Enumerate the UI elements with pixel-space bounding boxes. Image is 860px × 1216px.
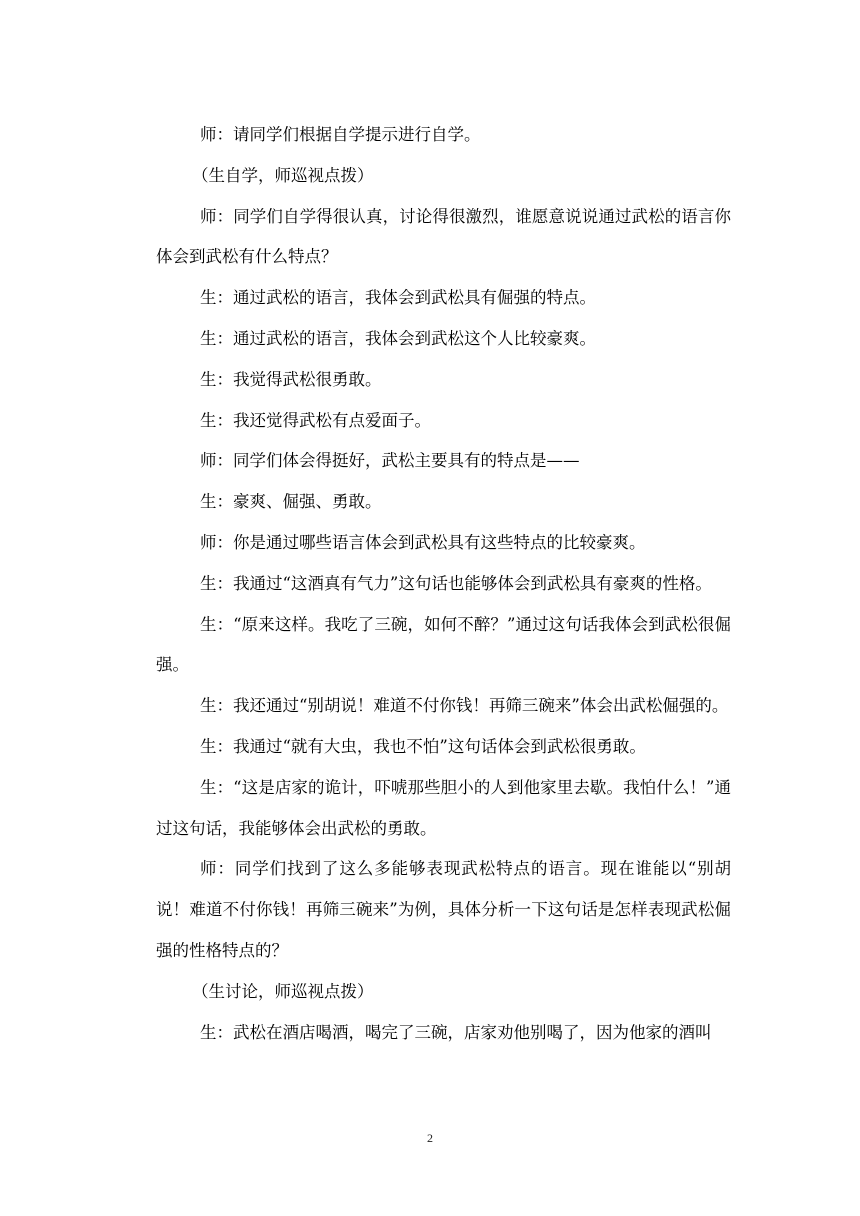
document-body xyxy=(156,115,731,1053)
paragraph: 生：武松在酒店喝酒，喝完了三碗，店家劝他别喝了，因为他家的酒叫 xyxy=(200,1022,712,1042)
paragraph: 师：你是通过哪些语言体会到武松具有这些特点的比较豪爽。 xyxy=(200,532,646,552)
paragraph: 生：我还通过“别胡说！难道不付你钱！再筛三碗来”体会出武松倔强的。 xyxy=(200,696,729,716)
paragraph: 生：豪爽、倔强、勇敢。 xyxy=(200,492,382,512)
stage-direction: （生自学，师巡视点拨） xyxy=(192,165,374,185)
paragraph: 师：请同学们根据自学提示进行自学。 xyxy=(200,125,481,144)
paragraph: 生：我通过“这酒真有气力”这句话也能够体会到武松具有豪爽的性格。 xyxy=(200,573,712,593)
paragraph: 师：同学们体会得挺好，武松主要具有的特点是—— xyxy=(200,451,580,471)
paragraph: 师：同学们找到了这么多能够表现武松特点的语言。现在谁能以“别胡说！难道不付你钱！再筛三碗来”为例，具体分析一下这句话是怎样表现武松倔强的性格特点的？ xyxy=(156,859,731,960)
paragraph: 生：我觉得武松很勇敢。 xyxy=(200,369,382,389)
paragraph: 生：通过武松的语言，我体会到武松这个人比较豪爽。 xyxy=(200,328,596,348)
paragraph: 生：通过武松的语言，我体会到武松具有倔强的特点。 xyxy=(200,288,596,308)
paragraph: 生：“原来这样。我吃了三碗，如何不醉？”通过这句话我体会到武松很倔强。 xyxy=(156,614,731,675)
paragraph: 师：同学们自学得很认真，讨论得很激烈，谁愿意说说通过武松的语言你体会到武松有什么特点？ xyxy=(156,206,731,267)
paragraph: 生：“这是店家的诡计，吓唬那些胆小的人到他家里去歇。我怕什么！”通过这句话，我能够体会出武松的勇敢。 xyxy=(156,777,731,838)
paragraph: 生：我还觉得武松有点爱面子。 xyxy=(200,410,431,430)
paragraph: 生：我通过“就有大虫，我也不怕”这句话体会到武松很勇敢。 xyxy=(200,736,646,756)
page-number: 2 xyxy=(427,1131,433,1145)
stage-direction: （生讨论，师巡视点拨） xyxy=(192,981,374,1001)
